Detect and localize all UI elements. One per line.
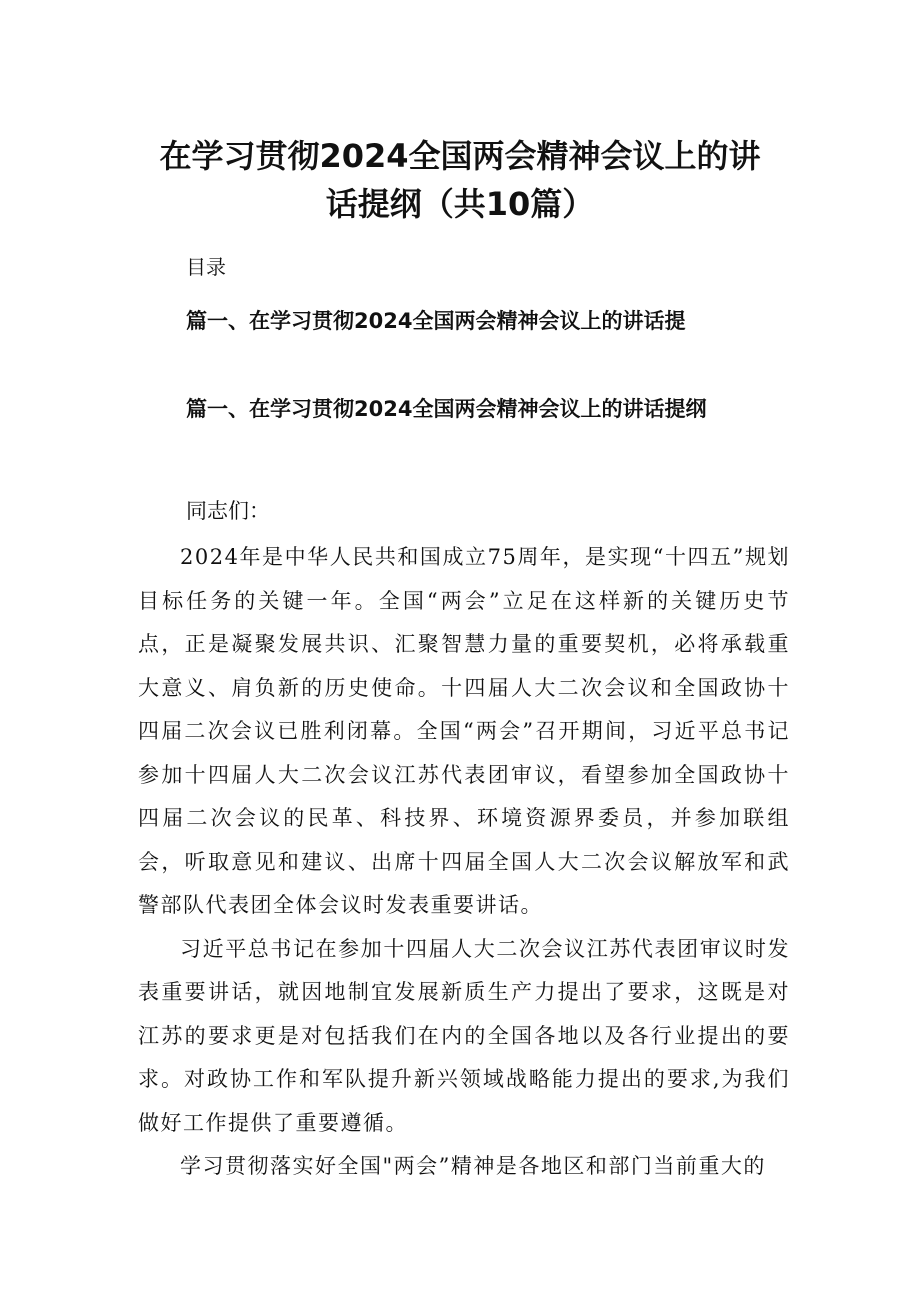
section-heading: 篇一、在学习贯彻2024全国两会精神会议上的讲话提纲 [186,397,707,421]
body-paragraph-3: 学习贯彻落实好全国"两会”精神是各地区和部门当前重大的 [180,1154,766,1178]
document-title-line-2: 话提纲（共10篇） [325,185,595,223]
toc-item-1[interactable]: 篇一、在学习贯彻2024全国两会精神会议上的讲话提 [186,309,686,333]
body-paragraph-1: 2024年是中华人民共和国成立75周年，是实现“十四五”规划目标任务的关键一年。全国“两会”立足在这样新的关键历史节点，正是凝聚发展共识、汇聚智慧力量的重要契机，必将承载重大意义、肩负新的历史使命。十四届人大二次会议和全国政协十四届二次会议已胜利闭幕。全国“两会”召开期间，习近平总书记参加十四届人大二次会议江苏代表团审议，看望参加全国政协十四届二次会议的民革、科技界、环境资源界委员，并参加联组会，听取意见和建议、出席十四届全国人大二次会议解放军和武警部队代表团全体会议时发表重要讲话。 [138,545,790,917]
body-text [138,536,790,1189]
table-of-contents-label: 目录 [186,255,226,279]
document-title-line-1: 在学习贯彻2024全国两会精神会议上的讲 [159,137,761,175]
salutation: 同志们： [186,499,270,523]
body-paragraph-2: 习近平总书记在参加十四届人大二次会议江苏代表团审议时发表重要讲话，就因地制宜发展新质生产力提出了要求，这既是对江苏的要求更是对包括我们在内的全国各地以及各行业提出的要求。对政协工作和军队提升新兴领域战略能力提出的要求,为我们做好工作提供了重要遵循。 [138,936,790,1135]
